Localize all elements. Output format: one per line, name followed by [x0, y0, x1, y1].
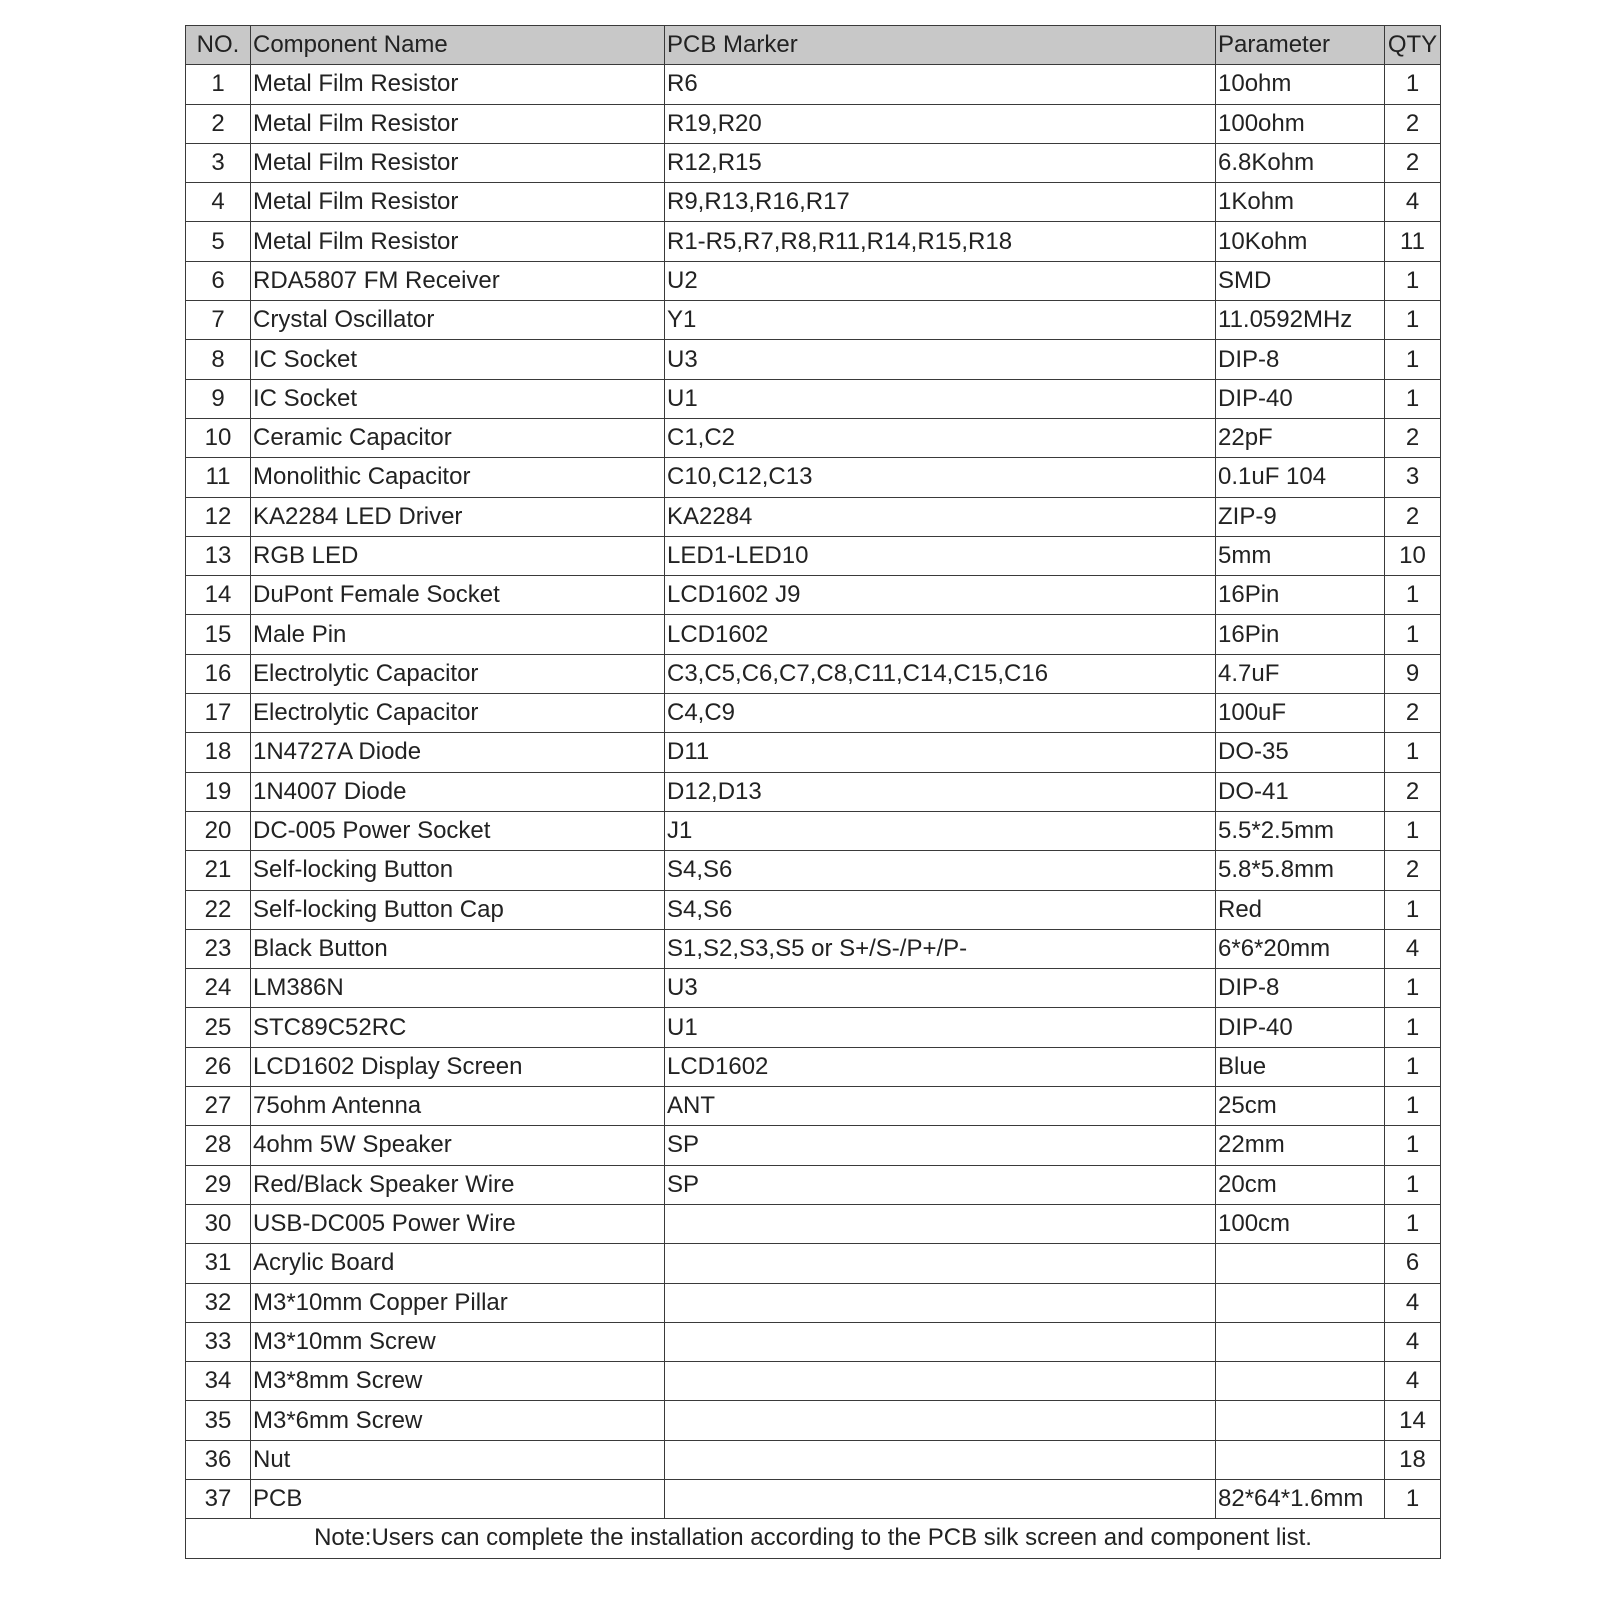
- cell-qty: 1: [1385, 65, 1441, 104]
- cell-no: 29: [186, 1165, 251, 1204]
- cell-no: 13: [186, 536, 251, 575]
- cell-parameter: Blue: [1216, 1047, 1385, 1086]
- cell-parameter: 4.7uF: [1216, 654, 1385, 693]
- cell-qty: 1: [1385, 1126, 1441, 1165]
- cell-no: 35: [186, 1401, 251, 1440]
- cell-parameter: DIP-8: [1216, 969, 1385, 1008]
- cell-qty: 1: [1385, 890, 1441, 929]
- cell-no: 21: [186, 851, 251, 890]
- cell-qty: 14: [1385, 1401, 1441, 1440]
- cell-parameter: 100uF: [1216, 694, 1385, 733]
- table-row: [186, 65, 1441, 104]
- cell-parameter: 100ohm: [1216, 104, 1385, 143]
- cell-qty: 10: [1385, 536, 1441, 575]
- cell-pcb-marker: Y1: [665, 301, 1216, 340]
- cell-parameter: 100cm: [1216, 1204, 1385, 1243]
- table-row: [186, 222, 1441, 261]
- cell-qty: 2: [1385, 497, 1441, 536]
- cell-pcb-marker: ANT: [665, 1087, 1216, 1126]
- cell-component-name: DuPont Female Socket: [251, 576, 665, 615]
- header-parameter: Parameter: [1216, 26, 1385, 65]
- cell-no: 15: [186, 615, 251, 654]
- cell-pcb-marker: [665, 1244, 1216, 1283]
- table-row: [186, 1008, 1441, 1047]
- table-row: [186, 890, 1441, 929]
- cell-qty: 1: [1385, 969, 1441, 1008]
- cell-component-name: LM386N: [251, 969, 665, 1008]
- cell-pcb-marker: S4,S6: [665, 890, 1216, 929]
- table-row: [186, 1440, 1441, 1479]
- cell-qty: 2: [1385, 694, 1441, 733]
- table-row: [186, 733, 1441, 772]
- table-row: [186, 379, 1441, 418]
- cell-pcb-marker: U2: [665, 261, 1216, 300]
- cell-no: 28: [186, 1126, 251, 1165]
- cell-parameter: [1216, 1362, 1385, 1401]
- cell-pcb-marker: [665, 1204, 1216, 1243]
- table-row: [186, 497, 1441, 536]
- cell-component-name: Self-locking Button: [251, 851, 665, 890]
- cell-qty: 1: [1385, 1047, 1441, 1086]
- table-row: [186, 1322, 1441, 1361]
- table-row: [186, 1479, 1441, 1518]
- installation-note: Note:Users can complete the installation according to the PCB silk screen and component list.: [186, 1519, 1441, 1558]
- cell-parameter: 0.1uF 104: [1216, 458, 1385, 497]
- table-row: [186, 1244, 1441, 1283]
- cell-no: 4: [186, 183, 251, 222]
- cell-qty: 1: [1385, 1087, 1441, 1126]
- cell-component-name: Crystal Oscillator: [251, 301, 665, 340]
- cell-component-name: Monolithic Capacitor: [251, 458, 665, 497]
- table-row: [186, 811, 1441, 850]
- table-header: [186, 26, 1441, 65]
- cell-component-name: Metal Film Resistor: [251, 183, 665, 222]
- cell-parameter: 16Pin: [1216, 576, 1385, 615]
- cell-component-name: Nut: [251, 1440, 665, 1479]
- table-row: [186, 1283, 1441, 1322]
- cell-component-name: Electrolytic Capacitor: [251, 654, 665, 693]
- cell-parameter: [1216, 1322, 1385, 1361]
- cell-pcb-marker: R6: [665, 65, 1216, 104]
- cell-component-name: Metal Film Resistor: [251, 222, 665, 261]
- cell-qty: 1: [1385, 576, 1441, 615]
- cell-qty: 2: [1385, 143, 1441, 182]
- cell-component-name: M3*10mm Copper Pillar: [251, 1283, 665, 1322]
- cell-component-name: Red/Black Speaker Wire: [251, 1165, 665, 1204]
- cell-qty: 9: [1385, 654, 1441, 693]
- cell-no: 1: [186, 65, 251, 104]
- cell-qty: 4: [1385, 1283, 1441, 1322]
- table-row: [186, 301, 1441, 340]
- table-row: [186, 1087, 1441, 1126]
- note-row: [186, 1519, 1441, 1558]
- table-row: [186, 654, 1441, 693]
- cell-component-name: Metal Film Resistor: [251, 65, 665, 104]
- cell-component-name: Metal Film Resistor: [251, 143, 665, 182]
- table-row: [186, 458, 1441, 497]
- cell-pcb-marker: U3: [665, 969, 1216, 1008]
- cell-pcb-marker: [665, 1440, 1216, 1479]
- header-pcb-marker: PCB Marker: [665, 26, 1216, 65]
- cell-pcb-marker: R9,R13,R16,R17: [665, 183, 1216, 222]
- cell-parameter: 22pF: [1216, 418, 1385, 457]
- cell-no: 25: [186, 1008, 251, 1047]
- cell-component-name: 75ohm Antenna: [251, 1087, 665, 1126]
- cell-no: 16: [186, 654, 251, 693]
- cell-qty: 6: [1385, 1244, 1441, 1283]
- cell-component-name: M3*10mm Screw: [251, 1322, 665, 1361]
- cell-no: 23: [186, 929, 251, 968]
- component-list-table: [185, 25, 1441, 1559]
- cell-no: 31: [186, 1244, 251, 1283]
- cell-pcb-marker: R19,R20: [665, 104, 1216, 143]
- cell-component-name: Acrylic Board: [251, 1244, 665, 1283]
- cell-component-name: Metal Film Resistor: [251, 104, 665, 143]
- table-row: [186, 576, 1441, 615]
- cell-parameter: 16Pin: [1216, 615, 1385, 654]
- table-row: [186, 1047, 1441, 1086]
- cell-pcb-marker: SP: [665, 1126, 1216, 1165]
- cell-qty: 1: [1385, 733, 1441, 772]
- cell-no: 36: [186, 1440, 251, 1479]
- cell-qty: 1: [1385, 1008, 1441, 1047]
- table-row: [186, 1165, 1441, 1204]
- cell-component-name: STC89C52RC: [251, 1008, 665, 1047]
- cell-component-name: Male Pin: [251, 615, 665, 654]
- cell-no: 5: [186, 222, 251, 261]
- cell-no: 10: [186, 418, 251, 457]
- cell-pcb-marker: R1-R5,R7,R8,R11,R14,R15,R18: [665, 222, 1216, 261]
- table-row: [186, 104, 1441, 143]
- cell-no: 19: [186, 772, 251, 811]
- cell-parameter: DIP-40: [1216, 1008, 1385, 1047]
- cell-component-name: 1N4727A Diode: [251, 733, 665, 772]
- cell-component-name: IC Socket: [251, 379, 665, 418]
- table-row: [186, 1362, 1441, 1401]
- cell-parameter: 82*64*1.6mm: [1216, 1479, 1385, 1518]
- cell-no: 18: [186, 733, 251, 772]
- cell-parameter: 25cm: [1216, 1087, 1385, 1126]
- header-row: [186, 26, 1441, 65]
- cell-qty: 1: [1385, 1204, 1441, 1243]
- cell-pcb-marker: J1: [665, 811, 1216, 850]
- cell-parameter: 22mm: [1216, 1126, 1385, 1165]
- cell-parameter: [1216, 1244, 1385, 1283]
- cell-no: 14: [186, 576, 251, 615]
- table-row: [186, 261, 1441, 300]
- cell-pcb-marker: [665, 1283, 1216, 1322]
- cell-no: 37: [186, 1479, 251, 1518]
- cell-parameter: [1216, 1401, 1385, 1440]
- table-row: [186, 851, 1441, 890]
- cell-component-name: PCB: [251, 1479, 665, 1518]
- table-row: [186, 969, 1441, 1008]
- cell-no: 27: [186, 1087, 251, 1126]
- cell-parameter: [1216, 1440, 1385, 1479]
- cell-no: 26: [186, 1047, 251, 1086]
- cell-qty: 4: [1385, 183, 1441, 222]
- cell-pcb-marker: LCD1602 J9: [665, 576, 1216, 615]
- cell-qty: 1: [1385, 1165, 1441, 1204]
- cell-parameter: 5.8*5.8mm: [1216, 851, 1385, 890]
- cell-qty: 1: [1385, 379, 1441, 418]
- table-row: [186, 1204, 1441, 1243]
- table-footer: [186, 1519, 1441, 1558]
- cell-pcb-marker: LCD1602: [665, 1047, 1216, 1086]
- table-row: [186, 183, 1441, 222]
- cell-qty: 4: [1385, 1322, 1441, 1361]
- cell-qty: 11: [1385, 222, 1441, 261]
- header-qty: QTY: [1385, 26, 1441, 65]
- cell-component-name: M3*6mm Screw: [251, 1401, 665, 1440]
- table-row: [186, 929, 1441, 968]
- cell-qty: 1: [1385, 340, 1441, 379]
- cell-component-name: RDA5807 FM Receiver: [251, 261, 665, 300]
- cell-pcb-marker: SP: [665, 1165, 1216, 1204]
- cell-component-name: Electrolytic Capacitor: [251, 694, 665, 733]
- cell-pcb-marker: [665, 1401, 1216, 1440]
- cell-pcb-marker: D11: [665, 733, 1216, 772]
- cell-pcb-marker: KA2284: [665, 497, 1216, 536]
- cell-qty: 18: [1385, 1440, 1441, 1479]
- cell-pcb-marker: C4,C9: [665, 694, 1216, 733]
- cell-no: 3: [186, 143, 251, 182]
- cell-pcb-marker: C10,C12,C13: [665, 458, 1216, 497]
- cell-component-name: 4ohm 5W Speaker: [251, 1126, 665, 1165]
- cell-qty: 3: [1385, 458, 1441, 497]
- cell-parameter: 10Kohm: [1216, 222, 1385, 261]
- cell-no: 9: [186, 379, 251, 418]
- cell-component-name: 1N4007 Diode: [251, 772, 665, 811]
- cell-component-name: LCD1602 Display Screen: [251, 1047, 665, 1086]
- cell-pcb-marker: [665, 1479, 1216, 1518]
- cell-component-name: Black Button: [251, 929, 665, 968]
- cell-no: 17: [186, 694, 251, 733]
- cell-pcb-marker: LED1-LED10: [665, 536, 1216, 575]
- cell-no: 20: [186, 811, 251, 850]
- cell-qty: 1: [1385, 615, 1441, 654]
- cell-pcb-marker: D12,D13: [665, 772, 1216, 811]
- cell-parameter: DIP-8: [1216, 340, 1385, 379]
- cell-no: 2: [186, 104, 251, 143]
- cell-no: 22: [186, 890, 251, 929]
- cell-parameter: 11.0592MHz: [1216, 301, 1385, 340]
- cell-component-name: M3*8mm Screw: [251, 1362, 665, 1401]
- cell-parameter: 6.8Kohm: [1216, 143, 1385, 182]
- cell-component-name: RGB LED: [251, 536, 665, 575]
- table-row: [186, 1401, 1441, 1440]
- cell-parameter: 6*6*20mm: [1216, 929, 1385, 968]
- cell-no: 34: [186, 1362, 251, 1401]
- table-row: [186, 340, 1441, 379]
- cell-component-name: IC Socket: [251, 340, 665, 379]
- cell-qty: 1: [1385, 1479, 1441, 1518]
- cell-qty: 4: [1385, 929, 1441, 968]
- cell-pcb-marker: C1,C2: [665, 418, 1216, 457]
- cell-pcb-marker: U3: [665, 340, 1216, 379]
- cell-qty: 2: [1385, 851, 1441, 890]
- cell-parameter: 1Kohm: [1216, 183, 1385, 222]
- table-row: [186, 615, 1441, 654]
- cell-pcb-marker: S4,S6: [665, 851, 1216, 890]
- cell-parameter: 10ohm: [1216, 65, 1385, 104]
- header-component-name: Component Name: [251, 26, 665, 65]
- cell-parameter: DO-41: [1216, 772, 1385, 811]
- cell-pcb-marker: C3,C5,C6,C7,C8,C11,C14,C15,C16: [665, 654, 1216, 693]
- table-row: [186, 418, 1441, 457]
- cell-component-name: USB-DC005 Power Wire: [251, 1204, 665, 1243]
- cell-qty: 1: [1385, 301, 1441, 340]
- cell-parameter: [1216, 1283, 1385, 1322]
- table-body: [186, 65, 1441, 1519]
- table-row: [186, 772, 1441, 811]
- cell-qty: 2: [1385, 418, 1441, 457]
- cell-pcb-marker: U1: [665, 1008, 1216, 1047]
- cell-no: 11: [186, 458, 251, 497]
- cell-pcb-marker: LCD1602: [665, 615, 1216, 654]
- cell-component-name: Self-locking Button Cap: [251, 890, 665, 929]
- cell-no: 8: [186, 340, 251, 379]
- header-no: NO.: [186, 26, 251, 65]
- cell-parameter: ZIP-9: [1216, 497, 1385, 536]
- cell-component-name: DC-005 Power Socket: [251, 811, 665, 850]
- cell-no: 6: [186, 261, 251, 300]
- table-row: [186, 694, 1441, 733]
- cell-qty: 2: [1385, 772, 1441, 811]
- cell-parameter: SMD: [1216, 261, 1385, 300]
- cell-parameter: 5mm: [1216, 536, 1385, 575]
- cell-no: 33: [186, 1322, 251, 1361]
- cell-no: 24: [186, 969, 251, 1008]
- cell-pcb-marker: R12,R15: [665, 143, 1216, 182]
- table-row: [186, 536, 1441, 575]
- cell-pcb-marker: [665, 1322, 1216, 1361]
- cell-no: 12: [186, 497, 251, 536]
- cell-pcb-marker: U1: [665, 379, 1216, 418]
- cell-parameter: Red: [1216, 890, 1385, 929]
- cell-parameter: 20cm: [1216, 1165, 1385, 1204]
- cell-qty: 4: [1385, 1362, 1441, 1401]
- cell-qty: 2: [1385, 104, 1441, 143]
- table-row: [186, 143, 1441, 182]
- cell-parameter: DIP-40: [1216, 379, 1385, 418]
- cell-component-name: KA2284 LED Driver: [251, 497, 665, 536]
- cell-parameter: 5.5*2.5mm: [1216, 811, 1385, 850]
- cell-parameter: DO-35: [1216, 733, 1385, 772]
- cell-qty: 1: [1385, 261, 1441, 300]
- table-row: [186, 1126, 1441, 1165]
- cell-no: 32: [186, 1283, 251, 1322]
- cell-pcb-marker: S1,S2,S3,S5 or S+/S-/P+/P-: [665, 929, 1216, 968]
- cell-no: 7: [186, 301, 251, 340]
- cell-no: 30: [186, 1204, 251, 1243]
- cell-component-name: Ceramic Capacitor: [251, 418, 665, 457]
- cell-qty: 1: [1385, 811, 1441, 850]
- cell-pcb-marker: [665, 1362, 1216, 1401]
